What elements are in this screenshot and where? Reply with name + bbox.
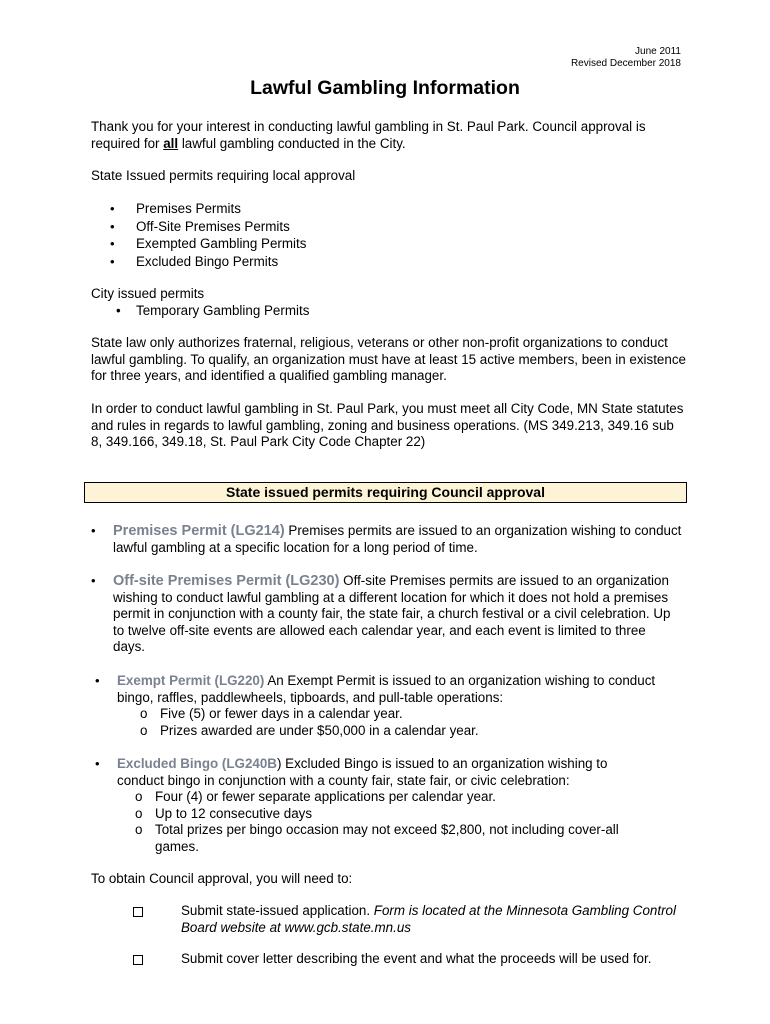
bullet-icon: • [116, 303, 121, 318]
eligibility-paragraph: State law only authorizes fraternal, religious, veterans or other non-profit organizations to conduct lawful gambling. To qualify, an organization must have at least 15 active members, been in existence for three years, and identified a qualified gambling manager. [91, 335, 686, 383]
intro-paragraph [91, 119, 691, 152]
document-page: June 2011 Revised December 2018 Lawful Gambling Information Thank you for your interest in conducting lawful gambling in St. Paul Park. Council approval is required for all lawful gambling conducted in the City. State Issued permits requiring local approval • Premises Permits • Off-Site Premises Permits • Exempted Gambling Permits • Excluded Bingo Permits City issued permits • Temporary Gambling Permits State law only authorizes fraternal, religious, veterans or other non-profit organizations to conduct lawful gambling. To qualify, an organization must have at least 15 active members, been in existence for three years, and identified a qualified gambling manager. In order to conduct lawful gambling in St. Paul Park, you must meet all City Code, MN State statutes and rules in regards to lawful gambling, zoning and business operations. (MS 349.213, 349.16 sub 8, 349.166, 349.18, St. Paul Park City Code Chapter 22) State issued permits requiring Council approval • Premises Permit (LG214) Premises permits are issued to an organization wishing to conduct lawful gambling at a specific location for a long period of time. • Off-site Premises Permit (LG230) Off-site Premises permits are issued to an organization wishing to conduct lawful gambling at a different location for which it does not hold a premises permit in conjunction with a county fair, the state fair, a church festival or a civil celebration. Up to twelve off-site events are allowed each calendar year, and each event is limited to three days. • Exempt Permit (LG220) An Exempt Permit is issued to an organization wishing to conduct bingo, raffles, paddlewheels, tipboards, and pull-table operations: o Five (5) or fewer days in a calendar year. o Prizes awarded are under $50,000 in a calendar year. • Excluded Bingo (LG240B) Excluded Bingo is issued to an organization wishing to conduct bingo in conjunction with a county fair, state fair, or civic celebration: o Four (4) or fewer separate applications per calendar year. o Up to 12 consecutive days o Total prizes per bingo occasion may not exceed $2,800, not including cover-all games. To obtain Council approval, you will need to: Submit state-issued application. Form is located at the Minnesota Gambling Control Board website at www.gcb.state.mn.us Submit cover letter describing the event and what the proceeds will be used for. [0, 0, 770, 1024]
list-item: o Total prizes per bingo occasion may not exceed $2,800, not including cover-all [135, 822, 619, 837]
requirements-paragraph: In order to conduct lawful gambling in St. Paul Park, you must meet all City Code, MN State statutes and rules in regards to lawful gambling, zoning and business operations. (MS 349.213, 349.16 sub 8, 349.166, 349.18, St. Paul Park City Code Chapter 22) [91, 401, 684, 449]
permit-description: Excluded Bingo (LG240B) Excluded Bingo is issued to an organization wishing to conduct bingo in conjunction with a county fair, state fair, or civic celebration: [117, 756, 608, 788]
section-header: State issued permits requiring Council approval [84, 482, 687, 503]
bullet-icon: • [110, 218, 115, 234]
permit-description: Off-site Premises Permit (LG230) Off-site Premises permits are issued to an organization wishing to conduct lawful gambling at a different location for which it does not hold a premises permit in conjunction with a county fair, the state fair, a church festival or a civil celebration. Up to twelve off-site events are allowed each calendar year, and each event is limited to three days. [113, 573, 671, 654]
revised-date: Revised December 2018 [570, 58, 681, 69]
list-item: o Four (4) or fewer separate applications per calendar year. [135, 789, 496, 804]
form-location-note: Form is located at the Minnesota Gambling Control Board website at www.gcb.state.mn.us [181, 903, 676, 935]
intro-text: Thank you for your interest in conducting lawful gambling in St. Paul Park. Council approval is required for [91, 119, 646, 151]
bullet-icon: • [91, 523, 96, 538]
permit-description: Premises Permit (LG214) Premises permits are issued to an organization wishing to conduct lawful gambling at a specific location for a long period of time. [113, 523, 682, 555]
checkbox-icon[interactable] [133, 955, 143, 965]
intro-text-end: lawful gambling conducted in the City. [178, 135, 406, 151]
checkbox-icon[interactable] [133, 907, 143, 917]
bullet-icon: • [110, 253, 115, 269]
permit-description: Exempt Permit (LG220) An Exempt Permit is issued to an organization wishing to conduct bingo, raffles, paddlewheels, tipboards, and pull-table operations: [117, 673, 656, 705]
emphasis-all: all [163, 135, 179, 151]
permit-title: Off-site Premises Permit (LG230) [113, 573, 340, 589]
approval-heading: To obtain Council approval, you will need to: [91, 871, 353, 886]
sub-bullet-icon: o [135, 789, 143, 804]
list-item-continued: games. [155, 838, 199, 854]
bullet-icon: • [95, 673, 100, 688]
bullet-icon: • [95, 756, 100, 771]
permit-title: Exempt Permit (LG220) [117, 673, 265, 688]
bullet-icon: • [110, 236, 115, 251]
step-submit-application: Submit state-issued application. Form is located at the Minnesota Gambling Control Board website at www.gcb.state.mn.us [181, 903, 676, 935]
bullet-icon: • [91, 573, 96, 588]
list-item: o Up to 12 consecutive days [135, 805, 313, 821]
bullet-icon: • [110, 201, 115, 216]
sub-bullet-icon: o [140, 706, 148, 721]
list-item: Temporary Gambling Permits [136, 303, 310, 318]
list-item: o Prizes awarded are under $50,000 in a calendar year. [140, 722, 479, 738]
sub-bullet-icon: o [135, 822, 143, 837]
excluded-conditions [135, 789, 655, 855]
step-cover-letter: Submit cover letter describing the event and what the proceeds will be used for. [181, 951, 652, 966]
permit-title: Premises Permit (LG214) [113, 523, 285, 539]
sub-bullet-icon: o [140, 722, 148, 738]
permit-title: Excluded Bingo (LG240B [117, 756, 277, 771]
list-item: o Five (5) or fewer days in a calendar year. [140, 706, 403, 721]
sub-bullet-icon: o [135, 805, 143, 821]
original-date: June 2011 [635, 46, 681, 57]
state-permits-heading: State Issued permits requiring local approval [91, 168, 356, 183]
city-permits-list [116, 303, 310, 320]
exempt-conditions [140, 706, 640, 739]
city-permits-heading: City issued permits [91, 286, 205, 301]
page-title: Lawful Gambling Information [250, 77, 520, 99]
